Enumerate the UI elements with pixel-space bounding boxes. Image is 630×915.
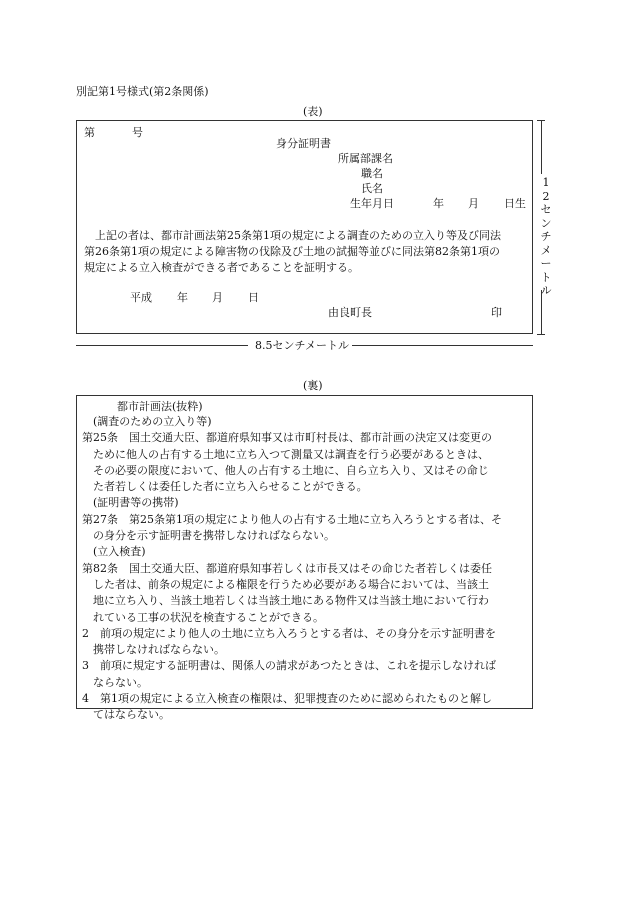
height-dimension-char: ー <box>540 257 552 270</box>
back-label: (裏) <box>303 379 323 392</box>
law-text-line: ために他人の占有する土地に立ち入つて測量又は調査を行う必要があるときは、 <box>93 447 489 461</box>
date-era: 平成 <box>130 291 152 304</box>
section-caption: (立入検査) <box>93 545 146 559</box>
height-dimension-line-top <box>541 120 542 174</box>
form-title: 別記第1号様式(第2条関係) <box>76 85 209 98</box>
law-text-line: 第82条 国土交通大臣、都道府県知事若しくは市長又はその命じた者若しくは委任 <box>82 561 492 575</box>
birth-date-label: 生年月日 <box>350 197 394 210</box>
height-dimension-char: ン <box>540 216 552 230</box>
name-label: 氏名 <box>361 182 383 195</box>
date-month-unit: 月 <box>212 291 223 304</box>
law-text-line: 第27条 第25条第1項の規定により他人の占有する土地に立ち入ろうとする者は、そ <box>82 512 502 526</box>
section-caption: (証明書等の携帯) <box>93 496 179 510</box>
front-label: (表) <box>303 105 323 118</box>
number-suffix: 号 <box>132 126 143 139</box>
birth-day-unit: 日生 <box>504 197 526 210</box>
number-label: 第 <box>84 126 95 139</box>
certificate-title: 身分証明書 <box>276 137 331 150</box>
issuer-name: 由良町長 <box>328 306 372 319</box>
certificate-body-line: 第26条第1項の規定による障害物の伐除及び土地の試掘等並びに同法第82条第1項の <box>84 245 500 258</box>
law-text-line: てはならない。 <box>93 708 170 722</box>
law-excerpt <box>82 414 528 724</box>
height-dimension-char: メ <box>540 243 552 257</box>
law-text-line: した者は、前条の規定による権限を行うため必要がある場合においては、当該土 <box>93 577 489 591</box>
date-year-unit: 年 <box>177 291 188 304</box>
height-dimension-char: セ <box>540 203 552 216</box>
height-dimension-char: 2 <box>542 189 550 203</box>
law-text-line: 4 第1項の規定による立入検査の権限は、犯罪捜査のために認められたものと解し <box>82 692 492 706</box>
height-dimension-bottom-tick <box>537 334 545 335</box>
law-text-line: ならない。 <box>93 675 148 689</box>
height-dimension-label <box>539 176 553 298</box>
position-label: 職名 <box>361 167 383 180</box>
law-title: 都市計画法(抜粋) <box>117 400 203 413</box>
height-dimension-line-bottom <box>541 290 542 334</box>
height-dimension-char: ル <box>540 284 552 297</box>
law-text-line: た者若しくは委任した者に立ち入らせることができる。 <box>93 480 368 494</box>
law-text-line: 3 前項に規定する証明書は、関係人の請求があつたときは、これを提示しなければ <box>82 659 496 673</box>
law-text-line: 2 前項の規定により他人の土地に立ち入ろうとする者は、その身分を示す証明書を <box>82 626 496 640</box>
height-dimension-char: ト <box>540 270 552 284</box>
law-text-line: 地に立ち入り、当該土地若しくは当該土地にある物件又は当該土地において行わ <box>93 594 489 608</box>
width-dimension-line-left <box>76 345 248 346</box>
height-dimension-text <box>539 176 553 298</box>
height-dimension-char: チ <box>540 230 552 243</box>
law-text-line: れている工事の状況を検査することができる。 <box>93 610 324 624</box>
law-text-line: の身分を示す証明書を携帯しなければならない。 <box>93 529 335 543</box>
law-text-line: 携帯しなければならない。 <box>93 643 225 657</box>
height-dimension-char: 1 <box>542 176 550 189</box>
width-dimension-label: 8.5センチメートル <box>255 339 350 352</box>
certificate-body-line: 上記の者は、都市計画法第25条第1項の規定による調査のための立入り等及び同法 <box>95 229 501 242</box>
date-day-unit: 日 <box>248 291 259 304</box>
department-label: 所属部課名 <box>338 152 393 165</box>
law-text-line: 第25条 国土交通大臣、都道府県知事又は市町村長は、都市計画の決定又は変更の <box>82 431 492 445</box>
birth-year-unit: 年 <box>433 197 444 210</box>
birth-month-unit: 月 <box>468 197 479 210</box>
certificate-body-line: 規定による立入検査ができる者であることを証明する。 <box>84 261 359 274</box>
law-text-line: その必要の限度において、他人の占有する土地に、自ら立ち入り、又はその命じ <box>93 463 489 477</box>
section-caption: (調査のための立入り等) <box>93 415 212 428</box>
seal-mark: 印 <box>491 306 502 319</box>
width-dimension-line-right <box>352 345 533 346</box>
